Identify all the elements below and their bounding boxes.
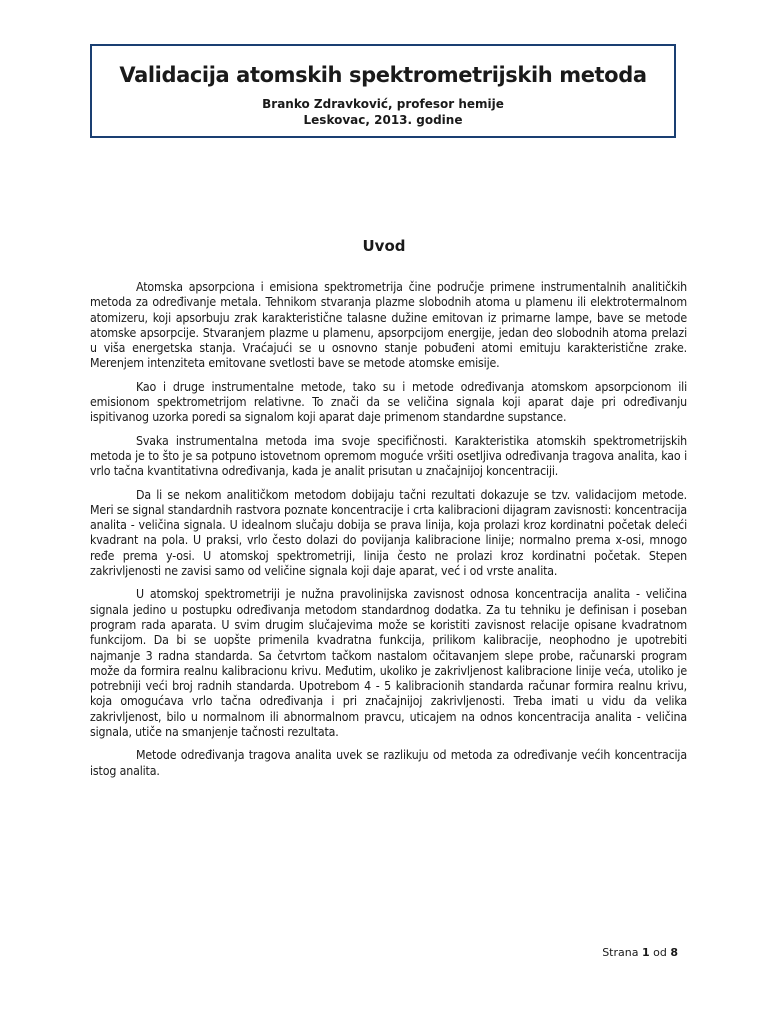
section-heading: Uvod — [362, 237, 406, 255]
page-word: Strana — [602, 946, 639, 959]
paragraph: Kao i druge instrumentalne metode, tako su i metode određivanja atomskom apsorpcionom ili emisionom spektrometrijom relativne. To znači da se veličina signala koji aparat daje pri određivanju ispitivanog uzorka poredi sa signalom koji aparat daje primenom standardne supstance. — [90, 379, 687, 425]
place-year-line: Leskovac, 2013. godine — [303, 113, 463, 127]
paragraph: U atomskoj spektrometriji je nužna pravolinijska zavisnost odnosa koncentracija analita - veličina signala jedino u postupku određivanja metodom standardnog dodatka. Za tu tehniku je definisan i poseban program rada aparata. U svim drugim slučajevima može se koristiti zavisnost relacije opisane kvadratnom funkcijom. Da bi se uopšte primenila kvadratna funkcija, prilikom kalibracije, neophodno je upotrebiti najmanje 3 radna standarda. Sa četvrtom tačkom nastalom očitavanjem slepe probe, računarski program može da formira realnu kalibracionu krivu. Međutim, ukoliko je zakrivljenost kalibracione linije veća, utoliko je potrebniji veći broj radnih standarda. Upotrebom 4 - 5 kalibracionih standarda računar formira realnu krivu, koja omogućava vrlo tačna određivanja i pri značajnijoj zakrivljenosti. Treba imati u vidu da velika zakrivljenost, bilo u normalnom ili abnormalnom pravcu, uticajem na odnos koncentracija analita - veličina signala, utiče na smanjenje tačnosti rezultata. — [90, 587, 687, 740]
page-total: 8 — [670, 946, 678, 959]
paragraph: Metode određivanja tragova analita uvek se razlikuju od metoda za određivanje većih koncentracija istog analita. — [90, 748, 687, 778]
paragraph: Da li se nekom analitičkom metodom dobijaju tačni rezultati dokazuje se tzv. validacijom metode. Meri se signal standardnih rastvora poznate koncentracije i crta kalibracioni dijagram zavisnosti: koncentracija analita - veličina signala. U idealnom slučaju dobija se prava linija, koja prolazi kroz kordinatni početak deleći kvadrant na pola. U praksi, vrlo često dolazi do povijanja kalibracione linije; normalno prema x-osi, mnogo ređe prema y-osi. U atomskoj spektrometriji, linija često ne prolazi kroz kordinatni početak. Stepen zakrivljenosti ne zavisi samo od veličine signala koji daje aparat, već i od vrste analita. — [90, 487, 687, 579]
paragraph: Atomska apsorpciona i emisiona spektrometrija čine područje primene instrumentalnih analitičkih metoda za određivanje metala. Tehnikom stvaranja plazme slobodnih atoma u plamenu ili elektrotermalnom atomizeru, koji apsorbuju zrak karakteristične talasne dužine emitovan iz primarne lampe, bave se metode atomske apsorpcije. Stvaranjem plazme u plamenu, apsorpcijom energije, jedan deo slobodnih atoma prelazi u viša energetska stanja. Vraćajući se u osnovno stanje pobuđeni atomi emituju karakteristične zrake. Merenjem intenziteta emitovane svetlosti bave se metode atomske emisije. — [90, 280, 687, 371]
of-word: od — [653, 946, 667, 959]
page-current: 1 — [641, 946, 650, 959]
page-footer — [602, 946, 678, 960]
title-box — [90, 44, 676, 138]
body-text — [90, 280, 687, 787]
document-title: Validacija atomskih spektrometrijskih metoda — [119, 63, 647, 87]
author-line: Branko Zdravković, profesor hemije — [262, 97, 504, 111]
paragraph: Svaka instrumentalna metoda ima svoje specifičnosti. Karakteristika atomskih spektrometrijskih metoda je to što je sa potpuno istovetnom opremom moguće vršiti osetljiva određivanja tragova analita, kao i vrlo tačna kvantitativna određivanja, kada je analit prisutan u značajnijoj koncentraciji. — [90, 433, 687, 479]
